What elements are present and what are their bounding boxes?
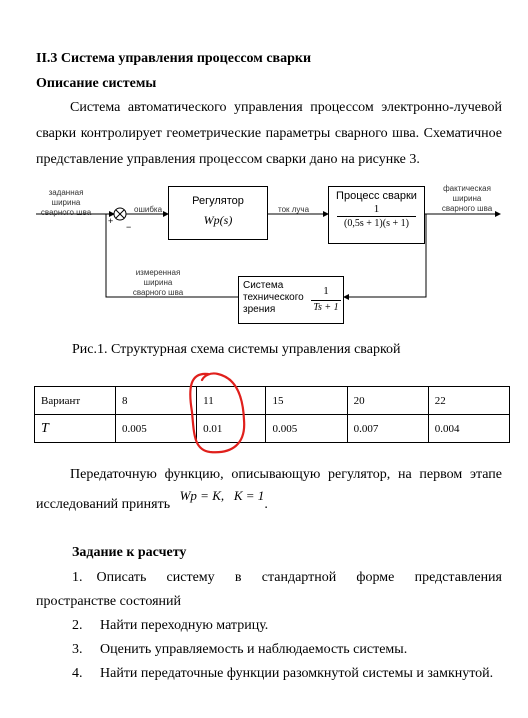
list-item	[72, 638, 407, 662]
regulator-note	[36, 462, 502, 488]
vision-block	[238, 276, 344, 324]
list-item	[72, 614, 268, 638]
table-cell: 11	[197, 387, 266, 415]
vision-fraction-bar	[311, 300, 341, 301]
error-label: ошибка	[134, 205, 163, 214]
intro-line-2: сварки контролирует геометрические параметры сварного шва. Схематичное	[36, 126, 502, 141]
regulator-title: Регулятор	[192, 195, 244, 207]
list-item-continuation: пространстве состояний	[36, 594, 181, 609]
highlight-circle	[180, 368, 255, 458]
process-numerator: 1	[373, 203, 380, 215]
regulator-note-suffix: .	[264, 497, 268, 512]
variant-table	[34, 386, 510, 443]
table-cell: 0.007	[347, 415, 428, 443]
regulator-tf: Wp(s)	[203, 213, 233, 227]
table-cell: 0.004	[428, 415, 509, 443]
table-cell: 8	[116, 387, 197, 415]
table-cell: 0.01	[197, 415, 266, 443]
list-item	[72, 566, 502, 590]
regulator-block	[168, 186, 268, 240]
process-fraction-bar	[337, 216, 416, 217]
table-cell: 20	[347, 387, 428, 415]
list-item-number: 3.	[72, 642, 83, 657]
vision-title: Система технического зрения	[243, 280, 304, 315]
intro-line-3: представление управления процессом сварки дано на рисунке 3.	[36, 152, 420, 167]
measured-label: измеренная ширина сварного шва	[132, 268, 184, 297]
list-item-text: Найти переходную матрицу.	[100, 618, 269, 633]
block-diagram	[34, 180, 504, 330]
list-item	[72, 662, 493, 686]
beam-label: ток луча	[278, 205, 310, 214]
section-title: II.3 Система управления процессом сварки	[36, 51, 312, 66]
list-item-text: Описать систему в стандартной форме представления	[96, 570, 502, 585]
regulator-note-line-1: Передаточную функцию, описывающую регулятор, на первом этапе	[70, 467, 502, 482]
input-label: заданная ширина сварного шва	[40, 188, 92, 217]
subsection-title: Описание системы	[36, 76, 157, 91]
process-denominator: (0,5s + 1)(s + 1)	[344, 218, 409, 229]
vision-numerator: 1	[323, 285, 329, 297]
list-item-number: 1.	[72, 570, 83, 585]
intro-line-1: Система автоматического управления процессом электронно-лучевой	[70, 100, 502, 115]
figure-caption: Рис.1. Структурная схема системы управления сваркой	[72, 342, 401, 357]
vision-denominator: Ts + 1	[313, 302, 339, 313]
list-item-number: 4.	[72, 666, 83, 681]
table-cell: Вариант	[35, 387, 116, 415]
regulator-note-prefix: исследований принять	[36, 497, 171, 512]
output-label: фактическая ширина сварного шва	[441, 184, 493, 213]
table-cell: 15	[266, 387, 347, 415]
regulator-note-line-2	[36, 488, 268, 515]
minus-sign: −	[126, 222, 132, 232]
intro-paragraph	[36, 95, 502, 173]
process-block	[328, 186, 425, 244]
process-title: Процесс сварки	[336, 190, 417, 202]
table-cell: 0.005	[266, 415, 347, 443]
table-cell: T	[35, 415, 116, 443]
list-item-text: Оценить управляемость и наблюдаемость системы.	[100, 642, 408, 657]
table-cell: 0.005	[116, 415, 197, 443]
table-cell: 22	[428, 387, 509, 415]
list-item-number: 2.	[72, 618, 83, 633]
table-row	[35, 415, 510, 443]
table-row	[35, 387, 510, 415]
plus-sign: +	[108, 216, 114, 226]
list-item-text: Найти передаточные функции разомкнутой системы и замкнутой.	[100, 666, 494, 681]
task-title: Задание к расчету	[72, 545, 187, 560]
regulator-formula: Wp = K, K = 1	[179, 488, 265, 503]
